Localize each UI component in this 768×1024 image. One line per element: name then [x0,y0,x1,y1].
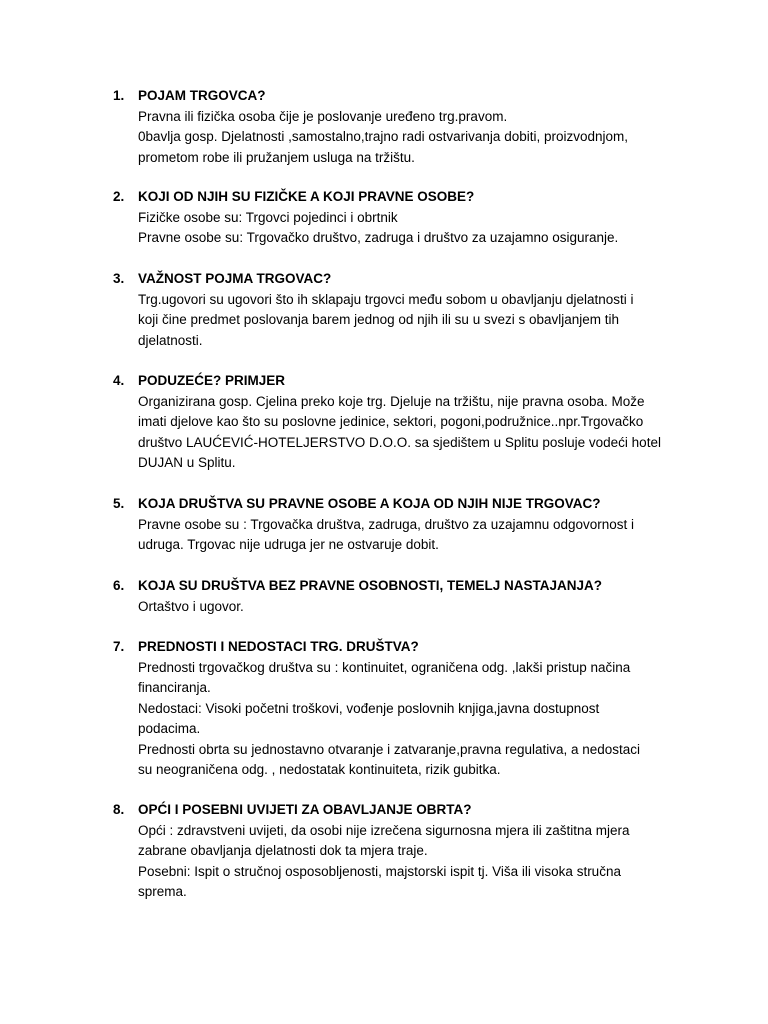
answer-line: Pravne osobe su : Trgovačka društva, zadruga, društvo za uzajamnu odgovornost i [138,516,635,532]
question-body [138,800,673,903]
question-item-3 [113,269,673,351]
answer-line: Pravne osobe su: Trgovačko društvo, zadruga i društvo za uzajamno osiguranje. [138,230,619,245]
question-body [138,494,673,556]
answer-line: 0bavlja gosp. Djelatnosti ,samostalno,trajno radi ostvarivanja dobiti, proizvodnjom, [138,129,629,144]
question-body [138,576,673,617]
answer-line: prometom robe ili pružanjem usluga na tržištu. [138,149,415,165]
question-title: KOJA DRUŠTVA SU PRAVNE OSOBE A KOJA OD NJIH NIJE TRGOVAC? [138,496,601,511]
answer-line: sprema. [138,884,187,899]
answer-line: koji čine predmet poslovanja barem jednog od njih ili su u svezi s obavljanjem tih [138,312,620,327]
question-title: OPĆI I POSEBNI UVIJETI ZA OBAVLJANJE OBRTA? [138,802,472,817]
answer-line: djelatnosti. [138,332,203,348]
answer-line: DUJAN u Splitu. [138,455,236,470]
answer-line: društvo LAUĆEVIĆ-HOTELJERSTVO D.O.O. sa sjedištem u Splitu posluje vodeći hotel [138,434,661,450]
question-title: KOJA SU DRUŠTVA BEZ PRAVNE OSOBNOSTI, TEMELJ NASTAJANJA? [138,578,603,593]
answer-line: imati djelove kao što su poslovne jedinice, sektori, pogoni,podružnice..npr.Trgovačko [138,414,644,429]
question-body [138,86,673,168]
question-title: VAŽNOST POJMA TRGOVAC? [138,271,332,286]
question-body [138,371,673,474]
answer-line: Ortaštvo i ugovor. [138,598,244,614]
question-body [138,637,673,781]
question-number: 5. [113,496,125,511]
answer-line: Pravna ili fizička osoba čije je poslovanje uređeno trg.pravom. [138,108,508,124]
question-number: 3. [113,271,125,286]
question-title: PREDNOSTI I NEDOSTACI TRG. DRUŠTVA? [138,639,419,654]
answer-line: zabrane obavljanja djelatnosti dok ta mjera traje. [138,843,428,858]
answer-line: Prednosti obrta su jednostavno otvaranje i zatvaranje,pravna regulativa, a nedostaci [138,741,641,757]
question-number: 4. [113,373,125,388]
answer-line: Prednosti trgovačkog društva su : kontinuitet, ograničena odg. ,lakši pristup načina [138,659,631,675]
answer-line: su neograničena odg. , nedostatak kontinuiteta, rizik gubitka. [138,762,501,777]
answer-line: Nedostaci: Visoki početni troškovi, vođenje poslovnih knjiga,javna dostupnost [138,700,600,716]
question-body [138,187,673,249]
question-item-8 [113,800,673,903]
question-item-5 [113,494,673,556]
answer-line: Fizičke osobe su: Trgovci pojedinci i obrtnik [138,209,398,225]
question-title: POJAM TRGOVCA? [138,88,266,103]
answer-line: Organizirana gosp. Cjelina preko koje trg. Djeluje na tržištu, nije pravna osoba. Može [138,393,645,409]
answer-line: Trg.ugovori su ugovori što ih sklapaju trgovci među sobom u obavljanju djelatnosti i [138,291,634,307]
question-number: 1. [113,88,125,103]
question-number: 7. [113,639,125,654]
answer-line: udruga. Trgovac nije udruga jer ne ostvaruje dobit. [138,537,439,552]
answer-line: podacima. [138,721,201,736]
question-number: 6. [113,578,125,593]
question-item-7 [113,637,673,781]
question-item-6 [113,576,673,617]
question-item-1 [113,86,673,168]
answer-line: Posebni: Ispit o stručnoj osposobljenosti, majstorski ispit tj. Viša ili visoka stručna [138,863,621,879]
answer-line: Opći : zdravstveni uvijeti, da osobi nije izrečena sigurnosna mjera ili zaštitna mjera [138,822,630,838]
question-body [138,269,673,351]
question-title: KOJI OD NJIH SU FIZIČKE A KOJI PRAVNE OSOBE? [138,189,475,204]
question-title: PODUZEĆE? PRIMJER [138,373,286,388]
question-item-2 [113,187,673,249]
question-item-4 [113,371,673,474]
answer-line: financiranja. [138,680,211,695]
question-number: 8. [113,802,125,817]
question-number: 2. [113,189,125,204]
